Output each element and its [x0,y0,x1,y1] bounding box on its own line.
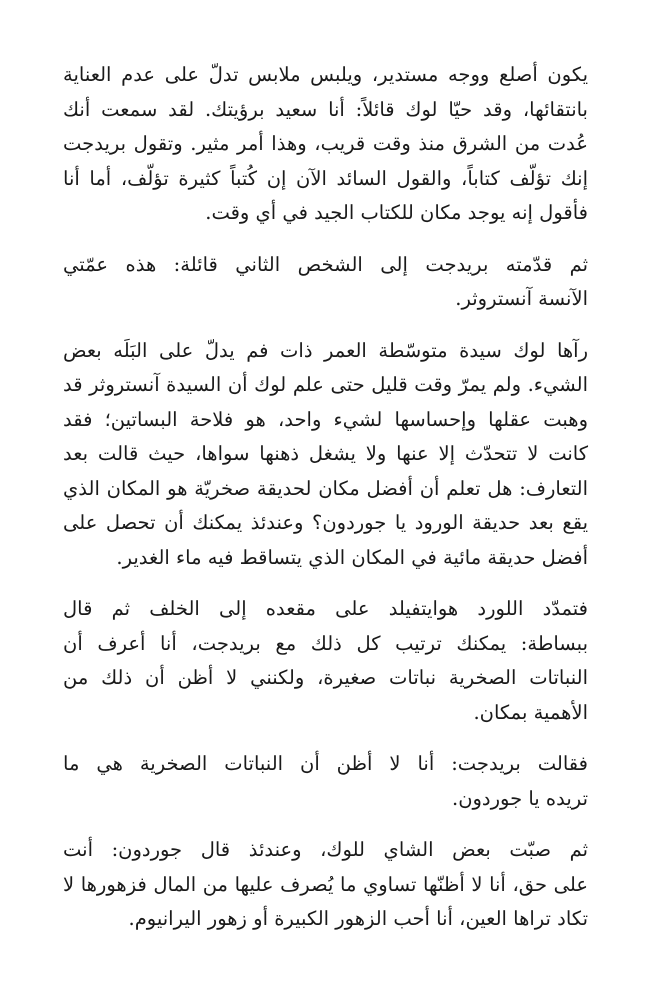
paragraph-6 [63,833,588,937]
text-line: تكاد تراها العين، أنا أحب الزهور الكبيرة أو زهور اليرانيوم. [128,907,588,930]
paragraph-4 [63,592,588,730]
text-line: فقالت بريدجت: أنا لا أظن أن النباتات الصخرية هي ما [63,752,588,775]
text-line: الآنسة آنستروثر. [455,287,588,310]
text-line: يكون أصلع ووجه مستدير، ويلبس ملابس تدلّ على عدم العناية [63,63,588,86]
text-line: على حق، أنا لا أظنّها تساوي ما يُصرف عليها من المال فزهورها لا [63,872,588,896]
text-line: فتمدّد اللورد هوايتفيلد على مقعده إلى الخلف ثم قال [63,597,588,620]
paragraph-5 [63,747,588,816]
text-line: النباتات الصخرية نباتات صغيرة، ولكنني لا أظن أن ذلك من [63,666,588,689]
text-line: ثم قدّمته بريدجت إلى الشخص الثاني قائلة: هذه عمّتي [63,252,588,276]
text-line: وهبت عقلها وإحساسها لشيء واحد، هو فلاحة البساتين؛ فقد [63,407,588,431]
text-line: فأقول إنه يوجد مكان للكتاب الجيد في أي وقت. [205,201,588,224]
text-line: رآها لوك سيدة متوسّطة العمر ذات فم يدلّ على البَلَه بعض [63,338,588,362]
paragraph-3 [63,334,588,576]
text-line: الأهمية بمكان. [473,700,588,724]
text-line: ثم صبّت بعض الشاي للوك، وعندئذ قال جوردون: أنت [63,838,588,861]
text-line: أفضل حديقة مائية في المكان الذي يتساقط فيه ماء الغدير. [116,545,588,569]
text-line: يقع بعد حديقة الورود يا جوردون؟ وعندئذ يمكنك أن تحصل على [63,511,588,534]
text-line: الشيء. ولم يمرّ وقت قليل حتى علم لوك أن السيدة آنستروثر قد [63,373,588,396]
text-line: عُدت من الشرق منذ وقت قريب، وهذا أمر مثير. وتقول بريدجت [63,132,588,155]
text-line: كانت لا تتحدّث إلا عنها ولا يشغل ذهنها سواها، حيث قالت بعد [63,442,588,465]
text-line: تريده يا جوردون. [452,786,588,810]
text-line: بانتقائها، وقد حيّا لوك قائلاً: أنا سعيد برؤيتك. لقد سمعت أنك [63,97,588,121]
paragraph-2 [63,248,588,317]
text-line: ببساطة: يمكنك ترتيب كل ذلك مع بريدجت، أنا أعرف أن [63,631,588,655]
paragraph-1 [63,58,588,231]
text-line: إنك تؤلّف كتاباً، والقول السائد الآن إن كُتباً كثيرة تؤلّف، أما أنا [63,166,588,190]
text-line: التعارف: هل تعلم أن أفضل مكان لحديقة صخريّة هو المكان الذي [63,476,588,500]
